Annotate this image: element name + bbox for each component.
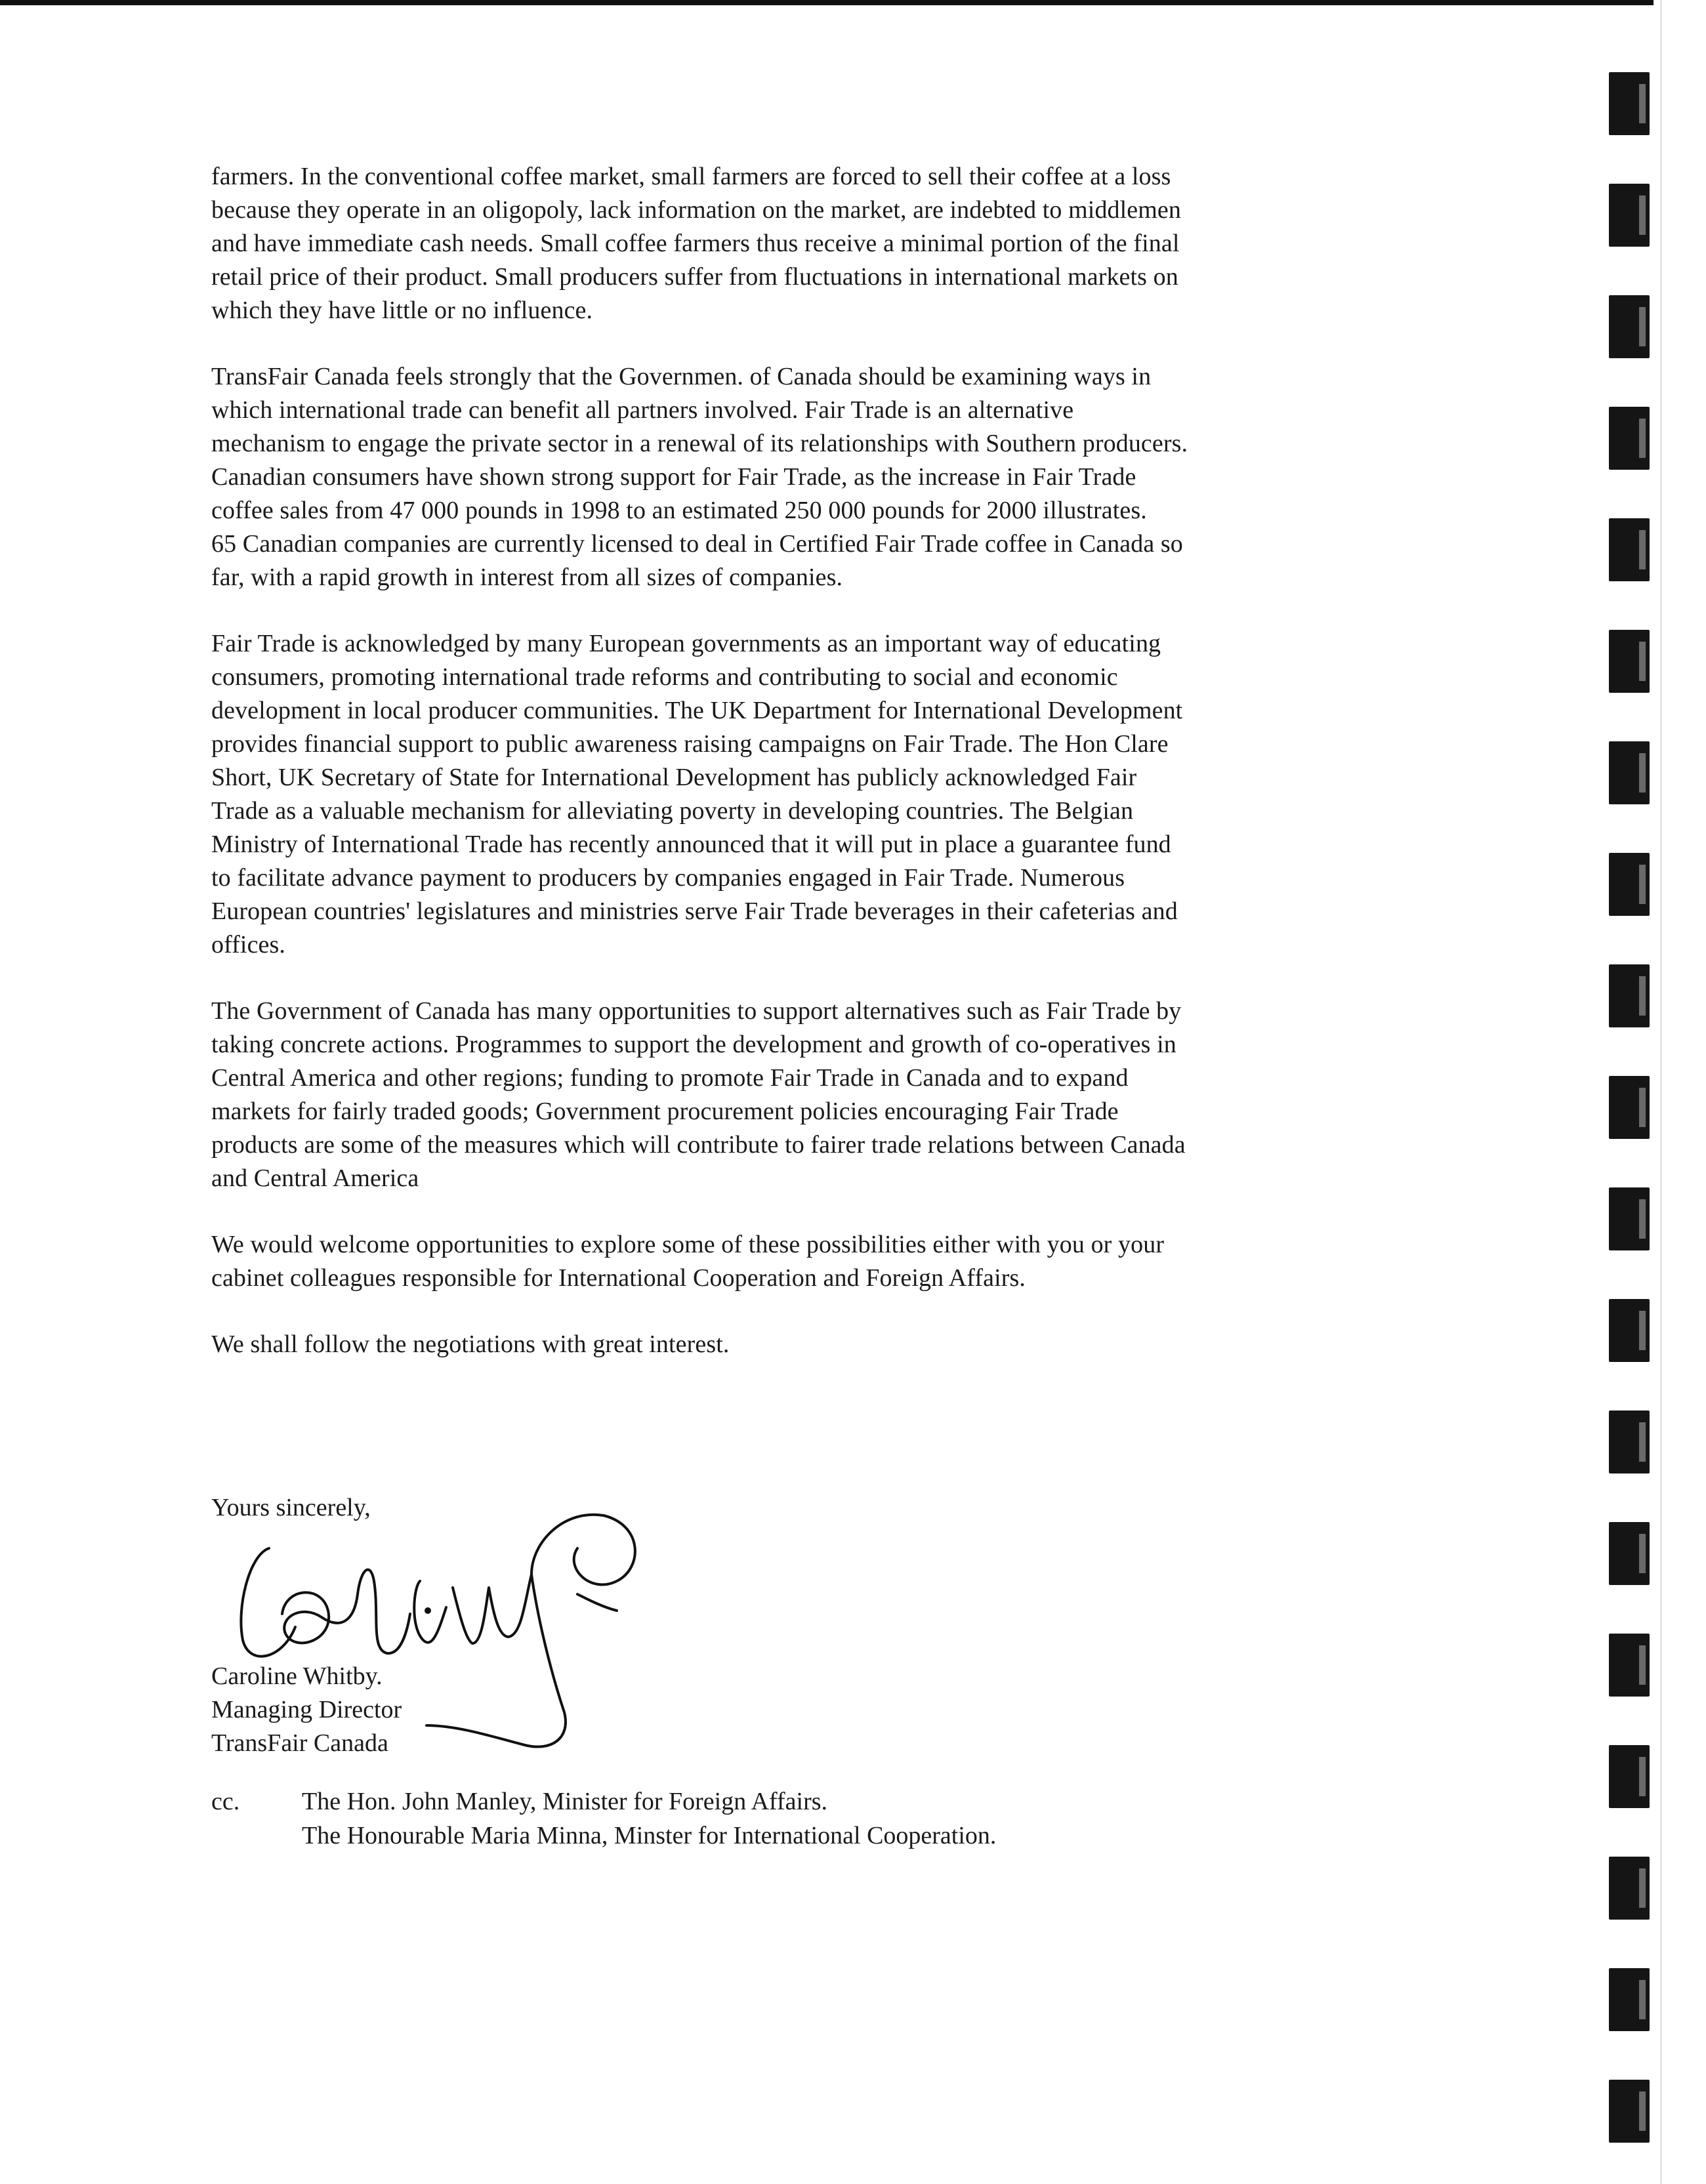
cc-block (211, 1784, 996, 1853)
binder-hole (1609, 1634, 1650, 1697)
binder-hole (1609, 1857, 1650, 1920)
binder-hole (1609, 853, 1650, 916)
signatory-title: Managing Director (211, 1696, 402, 1723)
binder-hole (1609, 1076, 1650, 1139)
binder-hole (1609, 518, 1650, 581)
cc-label: cc. (211, 1788, 240, 1815)
cc-recipient: The Hon. John Manley, Minister for Foreign Affairs. (302, 1788, 828, 1815)
binder-hole (1609, 1299, 1650, 1362)
paragraph-3: Fair Trade is acknowledged by many European governments as an important way of educating consumers, promoting international trade reforms and contributing to social and economic development in local producer communities. The UK Department for International Development provides financial support to public awareness raising campaigns on Fair Trade. The Hon Clare Short, UK Secretary of State for International Development has publicly acknowledged Fair Trade as a valuable mechanism for alleviating poverty in developing countries. The Belgian Ministry of International Trade has recently announced that it will put in place a guarantee fund to facilitate advance payment to producers by companies engaged in Fair Trade. Numerous European countries' legislatures and ministries serve Fair Trade beverages in their cafeterias and offices. (211, 630, 1183, 958)
letter-body (211, 160, 1392, 1394)
signatory-name: Caroline Whitby. (211, 1662, 383, 1690)
binder-hole (1609, 1522, 1650, 1585)
cc-recipients (302, 1784, 996, 1853)
closing-salutation: Yours sincerely, (211, 1494, 371, 1521)
binder-hole (1609, 1745, 1650, 1808)
scan-top-edge (0, 0, 1654, 5)
binder-edge (1660, 0, 1662, 2184)
signatory-block (211, 1660, 402, 1760)
paragraph-5: We would welcome opportunities to explore some of these possibilities either with you or your cabinet colleagues responsible for International Cooperation and Foreign Affairs. (211, 1231, 1165, 1292)
binder-hole (1609, 1968, 1650, 2031)
binder-hole (1609, 72, 1650, 135)
binder-hole (1609, 2080, 1650, 2143)
paragraph-6: We shall follow the negotiations with great interest. (211, 1330, 730, 1358)
binder-hole (1609, 741, 1650, 804)
binder-hole (1609, 295, 1650, 358)
paragraph-4: The Government of Canada has many opportunities to support alternatives such as Fair Trade by taking concrete actions. Programmes to support the development and growth of co-operatives in Central America and other regions; funding to promote Fair Trade in Canada and to expand markets for fairly traded goods; Government procurement policies encouraging Fair Trade products are some of the measures which will contribute to fairer trade relations between Canada and Central America (211, 997, 1186, 1192)
binder-hole (1609, 407, 1650, 470)
cc-recipient: The Honourable Maria Minna, Minster for International Cooperation. (302, 1822, 997, 1849)
paragraph-2: TransFair Canada feels strongly that the Governmen. of Canada should be examining ways in which international trade can benefit all partners involved. Fair Trade is an alternative mechanism to engage the private sector in a renewal of its relationships with Southern producers. Canadian consumers have shown strong support for Fair Trade, as the increase in Fair Trade coffee sales from 47 000 pounds in 1998 to an estimated 250 000 pounds for 2000 illustrates. 65 Canadian companies are currently licensed to deal in Certified Fair Trade coffee in Canada so far, with a rapid growth in interest from all sizes of companies. (211, 363, 1188, 591)
binder-hole (1609, 1187, 1650, 1250)
binder-hole (1609, 1411, 1650, 1473)
binder-hole (1609, 184, 1650, 247)
signatory-organization: TransFair Canada (211, 1729, 388, 1757)
binder-hole (1609, 964, 1650, 1027)
paragraph-1: farmers. In the conventional coffee market, small farmers are forced to sell their coffee at a loss because they operate in an oligopoly, lack information on the market, are indebted to middlemen and have immediate cash needs. Small coffee farmers thus receive a minimal portion of the final retail price of their product. Small producers suffer from fluctuations in international markets on which they have little or no influence. (211, 163, 1181, 324)
binder-hole (1609, 630, 1650, 693)
